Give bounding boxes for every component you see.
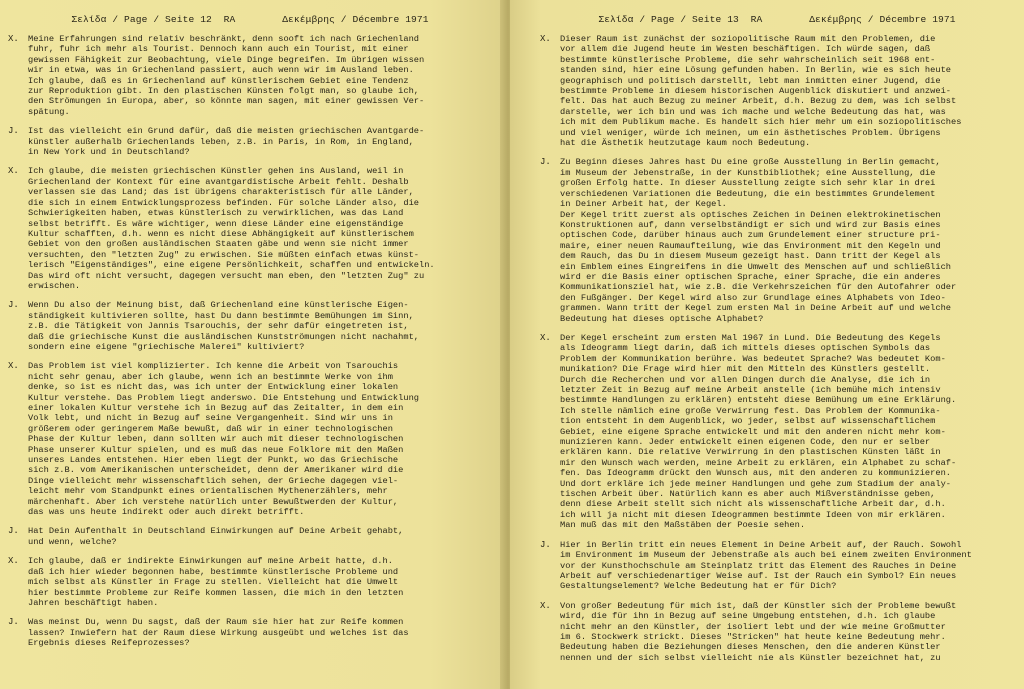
text-line: unseres Landes entstehen. Hier eben liegt der Punkt, wo das Griechische xyxy=(28,455,399,466)
text-line: gewissen Fähigkeit zur Beobachtung, viele Dinge begreifen. Im übrigen wissen xyxy=(28,54,425,65)
text-line: das was uns heute indirekt oder auch direkt betrifft. xyxy=(28,507,305,518)
text-line: großen Erfolg hatte. In dieser Ausstellung zeigte sich sehr klar in drei xyxy=(560,178,936,189)
text-line: munizieren kann. Jeder entwickelt einen eigenen Code, den nur er selber xyxy=(560,437,931,448)
text-line: Kultur schafften, d.h. wenn es nicht diese Abhängigkeit auf künstlerischem xyxy=(28,228,414,239)
text-line: leicht mehr vom Standpunkt eines orientalischen Mythenerzählers, mehr xyxy=(28,486,388,497)
text-line: Bedeutung hat dieses optische Alphabet? xyxy=(560,313,764,324)
text-line: wird er die Basis einer optischen Sprache, einer Sprache, die ein anderes xyxy=(560,271,941,282)
text-line: tion entsteht in dem Augenblick, wo jeder, selbst auf wissenschaftlichem xyxy=(560,416,936,427)
text-line: Bedeutung haben die Beziehungen dieses Menschen, den die anderen Künstler xyxy=(560,642,941,653)
text-line: Griechenland der Kontext für eine avantgardistische Arbeit fehlt. Deshalb xyxy=(28,176,409,187)
text-line: zur Reproduktion gibt. In den plastischen Künsten folgt man, so glaube ich, xyxy=(28,86,420,97)
interview-entry xyxy=(8,126,492,157)
interview-entry xyxy=(8,526,492,547)
interview-entry xyxy=(8,361,492,517)
text-line: felt. Das hat auch Bezug zu meiner Arbeit, d.h. Bezug zu dem, was ich selbst xyxy=(560,96,957,107)
text-line: erklären kann. Die relative Verwirrung in den plastischen Künsten läßt in xyxy=(560,447,941,458)
text-line: versuchten, den "letzten Zug" zu erwischen. Sie müßten einfach etwas künst- xyxy=(28,249,420,260)
text-line: erwischen. xyxy=(28,280,81,291)
interview-entry xyxy=(540,601,1014,663)
text-line: bestimmte Handlungen zu erklären) entsteht diese Bemühung um eine Erklärung. xyxy=(560,395,957,406)
text-line: fuhr, fuhr ich mehr als Tourist. Dennoch kann auch ein Tourist, mit einer xyxy=(28,44,409,55)
speaker-label: J. xyxy=(540,539,551,550)
entry-text xyxy=(28,34,492,117)
interview-entry xyxy=(540,333,1014,531)
text-line: Ich glaube, daß er indirekte Einwirkungen auf meine Arbeit hatte, d.h. xyxy=(28,556,393,567)
text-line: vor allem die Jugend heute im Westen beschäftigen. Ich würde sagen, daß xyxy=(560,44,931,55)
text-line: ich will ja nicht mit diesen Ideogrammen bestimmte Ideen von mir erklären. xyxy=(560,509,946,520)
text-line: wir in etwa, was in Griechenland passiert, auch wenn wir im Ausland leben. xyxy=(28,65,414,76)
right-page-header: Σελίδα / Page / Seite 13 RA Δεκέμβρης / Décembre 1971 xyxy=(598,14,956,25)
text-line: lerisch "Eigenständiges", eine eigene Persönlichkeit, schaffen und entwickeln. xyxy=(28,260,435,271)
interview-entry xyxy=(8,166,492,291)
left-page-header: Σελίδα / Page / Seite 12 RA Δεκέμβρης / Décembre 1971 xyxy=(71,14,429,25)
text-line: Das Problem ist viel komplizierter. Ich kenne die Arbeit von Tsarouchis xyxy=(28,361,399,372)
speaker-label: X. xyxy=(8,166,19,177)
entry-text xyxy=(28,361,492,517)
text-line: Zu Beginn dieses Jahres hast Du eine große Ausstellung in Berlin gemacht, xyxy=(560,157,941,168)
speaker-label: J. xyxy=(8,126,19,137)
text-line: nennen und der sich selbst vielleicht nie als Künstler bezeichnet hat, zu xyxy=(560,652,941,663)
text-line: vor der Kunsthochschule am Steinplatz tritt das Element des Rauches in Deine xyxy=(560,560,957,571)
entry-text xyxy=(560,157,1014,324)
speaker-label: X. xyxy=(540,332,551,343)
text-line: spätung. xyxy=(28,106,70,117)
text-line: dem Rauch, das Du in diesem Museum gezeigt hast. Dann tritt der Kegel als xyxy=(560,251,941,262)
text-line: ständigkeit kultivieren sollte, hast Du dann bestimmte Bemühungen im Sinn, xyxy=(28,310,414,321)
text-line: Das wird oft nicht versucht, dagegen versucht man eben, den "letzten Zug" zu xyxy=(28,270,425,281)
entry-text xyxy=(28,617,492,648)
text-line: Ist das vielleicht ein Grund dafür, daß die meisten griechischen Avantgarde- xyxy=(28,126,425,137)
text-line: Der Kegel tritt zuerst als optisches Zeichen in Deinen elektrokinetischen xyxy=(560,209,941,220)
text-line: daß die griechische Kunst die ausländischen Kunstströmungen nicht nachahmt, xyxy=(28,331,420,342)
text-line: z.B. die Tätigkeit von Jannis Tsarouchis, der sehr dafür eingetreten ist, xyxy=(28,321,409,332)
text-line: Ergebnis dieses Reifeprozesses? xyxy=(28,638,190,649)
interview-entry xyxy=(8,617,492,648)
text-line: Jahren beschäftigt haben. xyxy=(28,597,159,608)
text-line: Hier in Berlin tritt ein neues Element in Deine Arbeit auf, der Rauch. Sowohl xyxy=(560,539,962,550)
speaker-label: J. xyxy=(8,300,19,311)
text-line: standen sind, hier eine Lösung gefunden haben. In Berlin, wie es sich heute xyxy=(560,65,952,76)
text-line: die sich in einem Entwicklungsprozess befinden. Für solche Länder also, die xyxy=(28,197,420,208)
entry-text xyxy=(560,601,1014,663)
text-line: als Ideogramm liegt darin, daß ich mittels dieses optischen Symbols das xyxy=(560,343,931,354)
text-line: nicht mehr an den Künstler, der isoliert lebt und der wie meine Großmutter xyxy=(560,621,946,632)
text-line: den Fußgänger. Der Kegel wird also zur Grundlage eines Alphabets von Ideo- xyxy=(560,292,946,303)
text-line: mich selbst als Künstler in Frage zu stellen. Vielleicht hat die Umwelt xyxy=(28,577,399,588)
interview-entry xyxy=(8,34,492,117)
text-line: lassen? Inwiefern hat der Raum diese Wirkung ausgeübt und welches ist das xyxy=(28,627,409,638)
entry-text xyxy=(560,333,1014,531)
text-line: geographisch und politisch darstellt, lebt man inmitten einer Jugend, die xyxy=(560,75,941,86)
text-line: Man muß das mit den Maßstäben der Poesie sehen. xyxy=(560,520,806,531)
text-line: Wenn Du also der Meinung bist, daß Griechenland eine künstlerische Eigen- xyxy=(28,300,409,311)
interview-entry xyxy=(540,540,1014,592)
interview-entry xyxy=(8,300,492,352)
interview-entry xyxy=(540,34,1014,148)
text-line: hat die Ästhetik heutzutage kaum noch Bedeutung. xyxy=(560,138,811,149)
speaker-label: J. xyxy=(8,526,19,537)
text-line: Konstruktionen auf, dann verselbständigt er sich und wird zur Basis eines xyxy=(560,219,941,230)
text-line: ein Emblem eines Eingreifens in die Umwelt des Menschen auf und schließlich xyxy=(560,261,952,272)
interview-entry xyxy=(8,556,492,608)
speaker-label: J. xyxy=(8,617,19,628)
interview-entry xyxy=(540,157,1014,324)
entry-text xyxy=(28,300,492,352)
right-page-body xyxy=(540,34,1014,663)
text-line: Arbeit auf verschiedenartiger Weise auf. Ist der Rauch ein Symbol? Ein neues xyxy=(560,570,957,581)
text-line: Problem der Kommunikation berühre. Was bedeutet Sprache? Was bedeutet Kom- xyxy=(560,353,946,364)
text-line: Der Kegel erscheint zum ersten Mal 1967 in Lund. Die Bedeutung des Kegels xyxy=(560,332,941,343)
entry-text xyxy=(28,556,492,608)
text-line: Schwierigkeiten haben, etwas künstlerisch zu verwirklichen, was das Land xyxy=(28,208,404,219)
text-line: ich mit dem Publikum mache. Es handelt sich hier mehr um ein soziopolitisches xyxy=(560,117,962,128)
text-line: nicht sehr genau, aber ich glaube, wenn ich an bestimmte Werke von ihm xyxy=(28,371,393,382)
text-line: Gebiet von den großen ausländischen Staaten gäbe und wenn sie nicht immer xyxy=(28,239,409,250)
text-line: mir den Wunsch wach werden, meine Arbeit zu erklären, ein Alphabet zu schaf- xyxy=(560,457,957,468)
text-line: Kultur verstehe. Das Problem liegt anderswo. Die Entstehung und Entwicklung xyxy=(28,392,420,403)
text-line: darstelle, wer ich bin und was ich mache und welche Bedeutung das hat, was xyxy=(560,106,946,117)
speaker-label: X. xyxy=(540,600,551,611)
text-line: tischen Arbeit über. Natürlich kann es aber auch Mißverständnisse geben, xyxy=(560,489,936,500)
text-line: hier bestimmte Probleme zur Reife kommen lassen, die mich in den letzten xyxy=(28,587,404,598)
text-line: maire, einer neuen Raumaufteilung, wie das Environment mit den Kegeln und xyxy=(560,240,941,251)
text-line: selbst betrifft. Es wäre wichtiger, wenn diese Länder eine eigenständige xyxy=(28,218,404,229)
text-line: einer lokalen Kultur verstehe ich in Bezug auf das Zeitalter, in dem ein xyxy=(28,403,404,413)
text-line: Dinge vielleicht mehr wissenschaftlich sehen, der Grieche dagegen viel- xyxy=(28,475,399,486)
text-line: in New York und in Deutschland? xyxy=(28,147,190,158)
text-line: verlassen sie das Land; das ist übrigens charakteristisch für alle Länder, xyxy=(28,187,414,198)
text-line: künstler außerhalb Griechenlands leben, z.B. in Paris, in Rom, in England, xyxy=(28,136,414,147)
text-line: denn diese Arbeit stellt sich nicht als wissenschaftliche Arbeit dar, d.h. xyxy=(560,499,946,510)
text-line: Gestaltungselement? Welche Bedeutung hat er für Dich? xyxy=(560,581,837,592)
text-line: Gebiet, eine eigene Sprache entwickelt und mit den anderen nicht mehr kom- xyxy=(560,426,946,437)
text-line: wird, die für ihn in Bezug auf seine Umgebung entstehen, d.h. ich glaube xyxy=(560,611,936,622)
speaker-label: X. xyxy=(8,361,19,372)
text-line: und wenn, welche? xyxy=(28,536,117,547)
text-line: Kommunikationsziel hat, wie z.B. die Verkehrszeichen für den Autofahrer oder xyxy=(560,282,957,293)
right-page xyxy=(510,0,1024,689)
text-line: Meine Erfahrungen sind relativ beschränkt, denn sooft ich nach Griechenland xyxy=(28,34,420,44)
entry-text xyxy=(28,166,492,291)
text-line: Was meinst Du, wenn Du sagst, daß der Raum sie hier hat zur Reife kommen xyxy=(28,617,404,628)
text-line: den Strömungen in Europa, aber, so könnte man sagen, mit einer gewissen Ver- xyxy=(28,96,425,107)
left-page-body xyxy=(8,34,492,649)
speaker-label: X. xyxy=(8,556,19,567)
text-line: Hat Dein Aufenthalt in Deutschland Einwirkungen auf Deine Arbeit gehabt, xyxy=(28,526,404,537)
text-line: sondern eine eigene "griechische Malerei" kultiviert? xyxy=(28,341,305,352)
text-line: verschiedenen Variationen die Bedeutung, die ein bestimmtes Grundelement xyxy=(560,188,936,199)
text-line: Von großer Bedeutung für mich ist, daß der Künstler sich der Probleme bewußt xyxy=(560,600,957,611)
text-line: denke, so ist es nicht das, was ich unter der Entwicklung einer lokalen xyxy=(28,382,399,393)
entry-text xyxy=(560,540,1014,592)
text-line: fen. Das Ideogramm drückt den Wunsch aus, mit den anderen zu kommunizieren. xyxy=(560,468,952,479)
text-line: optischen Code, darüber hinaus auch zum Grundelement einer structure pri- xyxy=(560,230,941,241)
text-line: Phase der Kultur leben, dann sollten wir auch mit dieser technologischen xyxy=(28,434,404,445)
speaker-label: J. xyxy=(540,157,551,168)
text-line: Ich glaube, daß es in Griechenland auf künstlerischem Gebiet eine Tendenz xyxy=(28,75,409,86)
text-line: Und dort erkläre ich jede meiner Handlungen und gehe zum Stadium der analy- xyxy=(560,478,952,489)
text-line: und viel weniger, würde ich meinen, um ein ästhetisches Problem. Übrigens xyxy=(560,127,941,138)
entry-text xyxy=(560,34,1014,148)
text-line: bestimmte künstlerische Probleme, die sehr wahrscheinlich seit 1968 ent- xyxy=(560,54,936,65)
text-line: letzter Zeit in Bezug auf meine Arbeit anstelle (ich bemühe mich intensiv xyxy=(560,385,941,395)
text-line: Ich stelle nämlich eine große Verwirrung fest. Das Problem der Kommunika- xyxy=(560,405,941,416)
speaker-label: X. xyxy=(540,34,551,44)
text-line: Dieser Raum ist zunächst der soziopolitische Raum mit den Problemen, die xyxy=(560,34,936,44)
text-line: Durch die Recherchen und vor allen Dingen durch die Analyse, die ich in xyxy=(560,374,931,385)
text-line: sich z.B. vom Amerikanischen unterscheidet, denn der Amerikaner wird die xyxy=(28,465,404,476)
text-line: märchenhaft. Aber ich verstehe natürlich unter Bewußtwerden der Kultur, xyxy=(28,496,399,507)
text-line: Phase unserer Kultur spielen, und es muß das neue Folklore mit den Maßen xyxy=(28,444,404,455)
entry-text xyxy=(28,526,492,547)
text-line: größerem oder geringerem Maße bewußt, daß wir in einer technologischen xyxy=(28,423,393,434)
text-line: munikation? Die Frage wird hier mit den Mitteln des Künstlers gestellt. xyxy=(560,364,931,375)
text-line: Ich glaube, die meisten griechischen Künstler gehen ins Ausland, weil in xyxy=(28,166,404,177)
entry-text xyxy=(28,126,492,157)
text-line: in Deiner Arbeit hat, der Kegel. xyxy=(560,199,727,210)
text-line: Volk lebt, und nicht in Bezug auf seine Vergangenheit. Sind wir uns in xyxy=(28,413,393,424)
text-line: bestimmte Probleme in diesem historischen Augenblick diskutiert und anzwei- xyxy=(560,86,952,97)
text-line: grammen. Wann tritt der Kegel zum ersten Mal in Deine Arbeit auf und welche xyxy=(560,303,952,314)
text-line: daß ich hier wieder begonnen habe, bestimmte künstlerische Probleme und xyxy=(28,566,399,577)
speaker-label: X. xyxy=(8,34,19,44)
text-line: im Environment im Museum der Jebenstraße als auch bei einem zweiten Environment xyxy=(560,550,972,561)
left-page xyxy=(0,0,506,689)
text-line: im Museum der Jebenstraße, in der Kunstbibliothek; eine Ausstellung, die xyxy=(560,167,936,178)
text-line: im 6. Stockwerk strickt. Dieses "Stricken" hat heute keine Bedeutung mehr. xyxy=(560,631,946,642)
